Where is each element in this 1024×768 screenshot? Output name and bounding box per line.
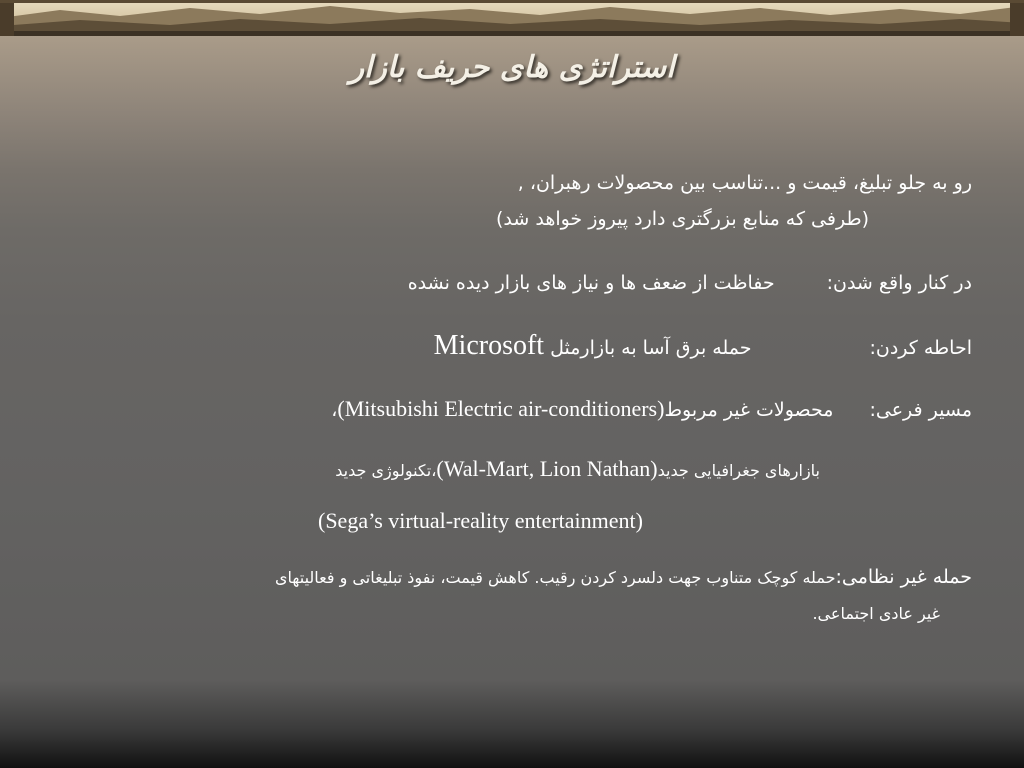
encirclement-text: حمله برق آسا به بازارمثل bbox=[550, 337, 752, 359]
geographic-markets-example: (Wal-Mart, Lion Nathan) bbox=[436, 456, 658, 481]
encirclement-example: Microsoft bbox=[433, 330, 545, 361]
guerrilla-label: حمله غیر نظامی: bbox=[835, 566, 972, 588]
bypass-example: (Mitsubishi Electric air-conditioners) bbox=[337, 396, 665, 421]
frontal-attack-note bbox=[496, 208, 869, 230]
encirclement-label: احاطه کردن: bbox=[869, 337, 972, 359]
guerrilla-text: حمله کوچک متناوب جهت دلسرد کردن رقیب. کاهش قیمت، نفوذ تبلیغاتی و فعالیتهای bbox=[274, 568, 836, 587]
landscape-banner-image bbox=[0, 0, 1024, 36]
bullet-bypass-attack bbox=[331, 396, 972, 422]
guerrilla-continuation-text: غیر عادی اجتماعی. bbox=[812, 604, 940, 623]
new-technology-text: ،تکنولوژی جدید bbox=[335, 461, 437, 480]
bypass-label: مسیر فرعی: bbox=[869, 399, 972, 421]
frontal-attack-note-text: (طرفی که منابع بزرگتری دارد پیروز خواهد شد) bbox=[496, 208, 869, 230]
bypass-markets-line bbox=[335, 456, 820, 482]
bullet-flank-attack bbox=[408, 272, 972, 294]
bypass-tail: ، bbox=[331, 399, 338, 421]
slide-title: استراتژی های حریف بازار bbox=[349, 50, 675, 85]
bullet-encirclement bbox=[434, 330, 972, 362]
bypass-text: محصولات غیر مربوط bbox=[664, 399, 834, 421]
flank-attack-text: حفاظت از ضعف ها و نیاز های بازار دیده نشده bbox=[407, 272, 775, 294]
flank-attack-label: در کنار واقع شدن: bbox=[826, 272, 972, 294]
bullet-frontal-attack bbox=[518, 172, 972, 194]
technology-example: (Sega’s virtual-reality entertainment) bbox=[318, 508, 643, 533]
frontal-attack-text: رو به جلو تبلیغ، قیمت و ...تناسب بین محصولات رهبران، , bbox=[517, 172, 972, 194]
bullet-guerrilla-attack bbox=[275, 566, 972, 588]
geographic-markets-text: بازارهای جغرافیایی جدید bbox=[657, 461, 820, 480]
guerrilla-continuation bbox=[812, 604, 940, 623]
